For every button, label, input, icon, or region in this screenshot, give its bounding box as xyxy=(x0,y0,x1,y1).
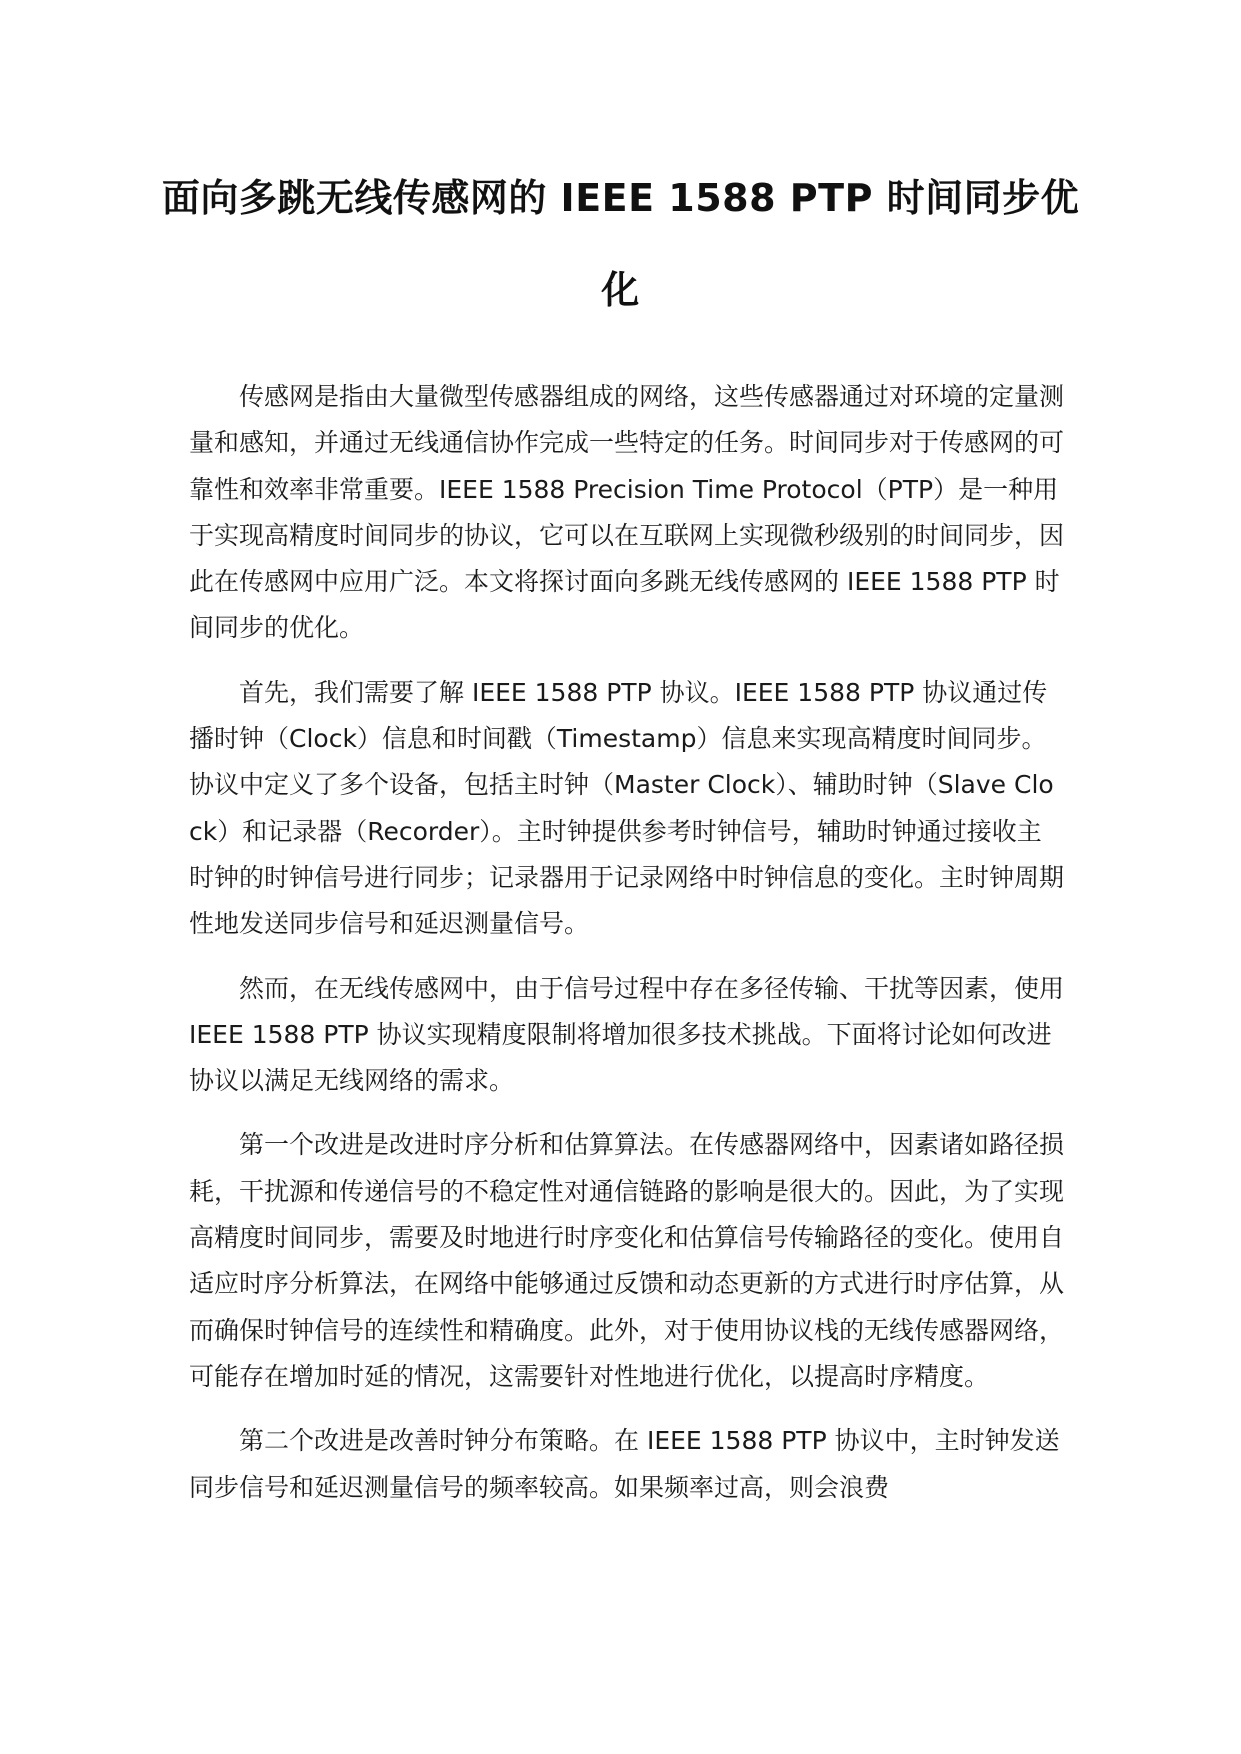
document-body xyxy=(189,374,1064,1529)
document-title: 面向多跳无线传感网的 IEEE 1588 PTP 时间同步优化 xyxy=(161,176,1080,312)
paragraph-protocol-overview: 首先，我们需要了解 IEEE 1588 PTP 协议。IEEE 1588 PTP 协议通过传播时钟（Clock）信息和时间戳（Timestamp）信息来实现高精度时间同步。协议中定义了多个设备，包括主时钟（Master Clock）、辅助时钟（Slave Clock）和记录器（Recorder）。主时钟提供参考时钟信号，辅助时钟通过接收主时钟的时钟信号进行同步；记录器用于记录网络中时钟信息的变化。主时钟周期性地发送同步信号和延迟测量信号。 xyxy=(189,677,1065,939)
paragraph-challenges: 然而，在无线传感网中，由于信号过程中存在多径传输、干扰等因素，使用 IEEE 1588 PTP 协议实现精度限制将增加很多技术挑战。下面将讨论如何改进协议以满足无线网络的需求。 xyxy=(189,973,1065,1096)
paragraph-intro: 传感网是指由大量微型传感器组成的网络，这些传感器通过对环境的定量测量和感知，并通过无线通信协作完成一些特定的任务。时间同步对于传感网的可靠性和效率非常重要。IEEE 1588 Precision Time Protocol（PTP）是一种用于实现高精度时间同步的协议，它可以在互联网上实现微秒级别的时间同步，因此在传感网中应用广泛。本文将探讨面向多跳无线传感网的 IEEE 1588 PTP 时间同步的优化。 xyxy=(189,382,1065,643)
paragraph-improvement-1: 第一个改进是改进时序分析和估算算法。在传感器网络中，因素诸如路径损耗，干扰源和传递信号的不稳定性对通信链路的影响是很大的。因此，为了实现高精度时间同步，需要及时地进行时序变化和估算信号传输路径的变化。使用自适应时序分析算法，在网络中能够通过反馈和动态更新的方式进行时序估算，从而确保时钟信号的连续性和精确度。此外，对于使用协议栈的无线传感器网络，可能存在增加时延的情况，这需要针对性地进行优化，以提高时序精度。 xyxy=(189,1130,1065,1391)
paragraph-improvement-2: 第二个改进是改善时钟分布策略。在 IEEE 1588 PTP 协议中，主时钟发送同步信号和延迟测量信号的频率较高。如果频率过高，则会浪费 xyxy=(189,1426,1060,1502)
